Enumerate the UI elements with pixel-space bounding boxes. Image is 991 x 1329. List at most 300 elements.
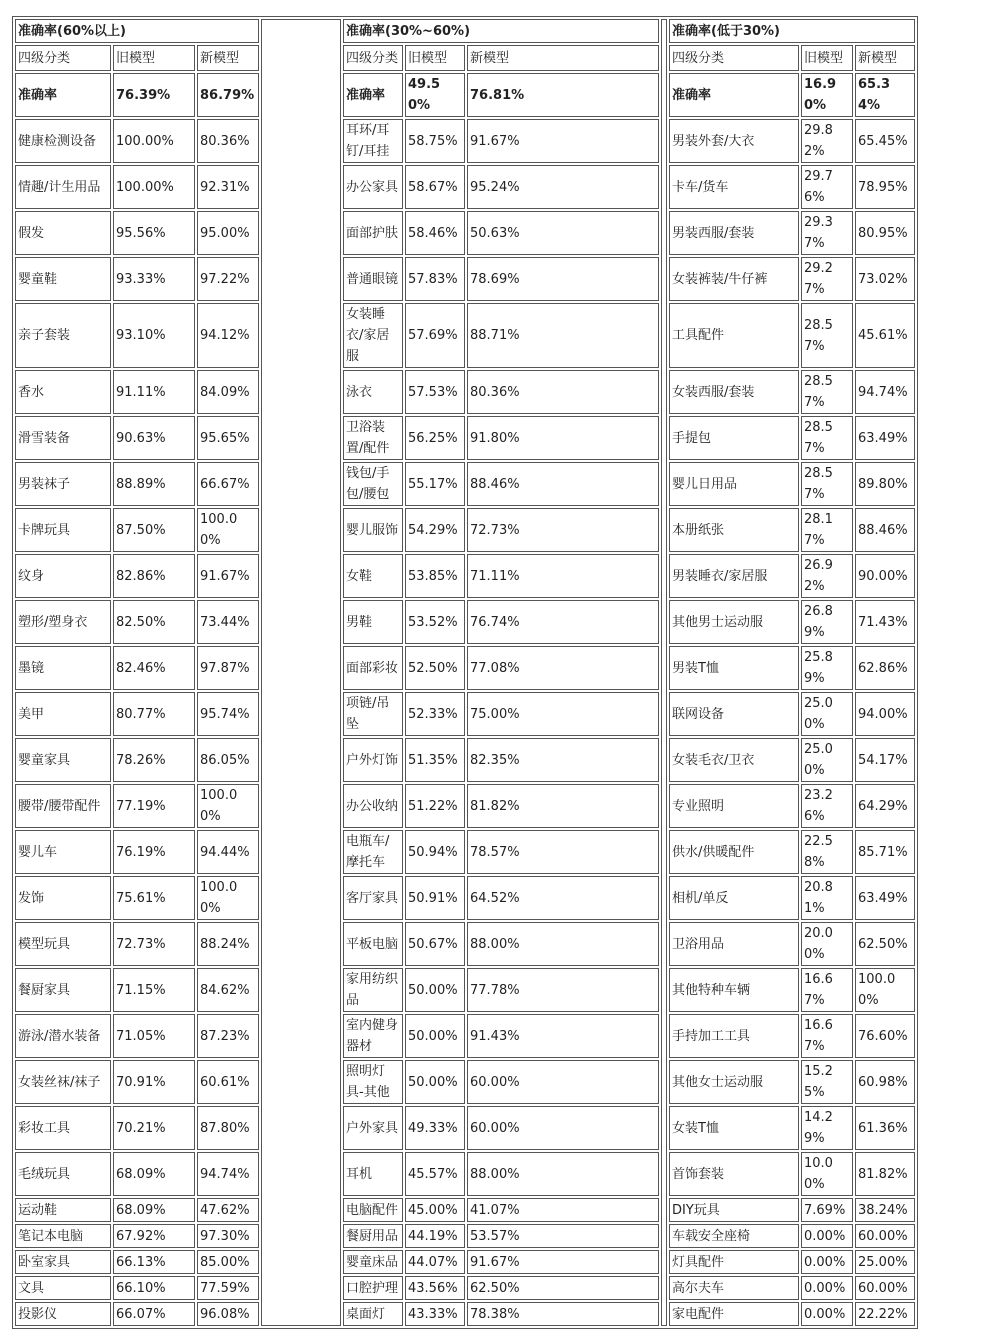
category-cell: 车载安全座椅 — [669, 1224, 799, 1248]
new-model-value: 47.62% — [197, 1198, 259, 1222]
column-header-old-model: 旧模型 — [405, 45, 465, 71]
category-cell: 卫浴装置/配件 — [343, 416, 403, 460]
category-cell: 户外灯饰 — [343, 738, 403, 782]
old-model-value: 25.00% — [801, 692, 853, 736]
category-cell: 室内健身器材 — [343, 1014, 403, 1058]
old-model-value: 50.00% — [405, 1060, 465, 1104]
new-model-value: 63.49% — [855, 876, 915, 920]
category-cell: 卡牌玩具 — [15, 508, 111, 552]
old-model-value: 55.17% — [405, 462, 465, 506]
new-model-value: 38.24% — [855, 1198, 915, 1222]
old-model-value: 28.57% — [801, 370, 853, 414]
table-row — [15, 165, 915, 209]
old-model-value: 95.56% — [113, 211, 195, 255]
old-model-value: 14.29% — [801, 1106, 853, 1150]
table-row — [15, 508, 915, 552]
accuracy-comparison-table — [12, 16, 918, 1329]
category-cell: 准确率 — [15, 73, 111, 117]
old-model-value: 28.57% — [801, 462, 853, 506]
new-model-value: 91.80% — [467, 416, 659, 460]
old-model-value: 58.75% — [405, 119, 465, 163]
old-model-value: 28.57% — [801, 416, 853, 460]
category-cell: 准确率 — [669, 73, 799, 117]
new-model-value: 41.07% — [467, 1198, 659, 1222]
new-model-value: 88.46% — [855, 508, 915, 552]
table-row — [15, 1250, 915, 1274]
category-cell: 专业照明 — [669, 784, 799, 828]
new-model-value: 60.00% — [855, 1276, 915, 1300]
category-cell: 手持加工工具 — [669, 1014, 799, 1058]
category-cell: 户外家具 — [343, 1106, 403, 1150]
new-model-value: 25.00% — [855, 1250, 915, 1274]
new-model-value: 88.00% — [467, 922, 659, 966]
old-model-value: 16.67% — [801, 968, 853, 1012]
category-cell: 照明灯具-其他 — [343, 1060, 403, 1104]
old-model-value: 82.86% — [113, 554, 195, 598]
category-cell: 彩妆工具 — [15, 1106, 111, 1150]
group-title-low: 准确率(低于30%) — [669, 19, 915, 43]
old-model-value: 20.00% — [801, 922, 853, 966]
old-model-value: 26.89% — [801, 600, 853, 644]
new-model-value: 82.35% — [467, 738, 659, 782]
category-cell: 耳环/耳钉/耳挂 — [343, 119, 403, 163]
old-model-value: 57.69% — [405, 303, 465, 368]
category-cell: 情趣/计生用品 — [15, 165, 111, 209]
category-cell: 婴儿日用品 — [669, 462, 799, 506]
new-model-value: 97.87% — [197, 646, 259, 690]
category-cell: 婴童鞋 — [15, 257, 111, 301]
old-model-value: 82.46% — [113, 646, 195, 690]
new-model-value: 81.82% — [467, 784, 659, 828]
new-model-value: 87.80% — [197, 1106, 259, 1150]
old-model-value: 90.63% — [113, 416, 195, 460]
old-model-value: 16.67% — [801, 1014, 853, 1058]
new-model-value: 100.00% — [855, 968, 915, 1012]
category-cell: 项链/吊坠 — [343, 692, 403, 736]
new-model-value: 53.57% — [467, 1224, 659, 1248]
old-model-value: 15.25% — [801, 1060, 853, 1104]
new-model-value: 71.43% — [855, 600, 915, 644]
spacer-column — [261, 19, 341, 1326]
column-header-new-model: 新模型 — [197, 45, 259, 71]
column-header-category: 四级分类 — [343, 45, 403, 71]
new-model-value: 100.00% — [197, 508, 259, 552]
old-model-value: 71.05% — [113, 1014, 195, 1058]
old-model-value: 50.00% — [405, 968, 465, 1012]
new-model-value: 77.08% — [467, 646, 659, 690]
new-model-value: 60.98% — [855, 1060, 915, 1104]
old-model-value: 45.00% — [405, 1198, 465, 1222]
old-model-value: 51.35% — [405, 738, 465, 782]
group-title-mid: 准确率(30%~60%) — [343, 19, 659, 43]
new-model-value: 75.00% — [467, 692, 659, 736]
new-model-value: 87.23% — [197, 1014, 259, 1058]
old-model-value: 7.69% — [801, 1198, 853, 1222]
new-model-value: 61.36% — [855, 1106, 915, 1150]
old-model-value: 29.76% — [801, 165, 853, 209]
old-model-value: 70.21% — [113, 1106, 195, 1150]
new-model-value: 88.46% — [467, 462, 659, 506]
old-model-value: 100.00% — [113, 119, 195, 163]
table-row — [15, 1198, 915, 1222]
category-cell: 健康检测设备 — [15, 119, 111, 163]
category-cell: 首饰套装 — [669, 1152, 799, 1196]
old-model-value: 52.33% — [405, 692, 465, 736]
old-model-value: 49.33% — [405, 1106, 465, 1150]
old-model-value: 50.91% — [405, 876, 465, 920]
category-cell: 家用纺织品 — [343, 968, 403, 1012]
category-cell: 毛绒玩具 — [15, 1152, 111, 1196]
table-row — [15, 968, 915, 1012]
new-model-value: 86.79% — [197, 73, 259, 117]
category-cell: 客厅家具 — [343, 876, 403, 920]
new-model-value: 45.61% — [855, 303, 915, 368]
table-row — [15, 922, 915, 966]
category-cell: 假发 — [15, 211, 111, 255]
new-model-value: 60.61% — [197, 1060, 259, 1104]
table-row — [15, 416, 915, 460]
category-cell: 电脑配件 — [343, 1198, 403, 1222]
category-cell: 桌面灯 — [343, 1302, 403, 1326]
category-cell: 塑形/塑身衣 — [15, 600, 111, 644]
category-cell: 本册纸张 — [669, 508, 799, 552]
new-model-value: 64.52% — [467, 876, 659, 920]
old-model-value: 66.13% — [113, 1250, 195, 1274]
new-model-value: 73.02% — [855, 257, 915, 301]
table-row — [15, 830, 915, 874]
new-model-value: 78.57% — [467, 830, 659, 874]
category-cell: 婴童床品 — [343, 1250, 403, 1274]
category-cell: 男装睡衣/家居服 — [669, 554, 799, 598]
category-cell: 女装睡衣/家居服 — [343, 303, 403, 368]
old-model-value: 10.00% — [801, 1152, 853, 1196]
category-cell: 准确率 — [343, 73, 403, 117]
column-header-new-model: 新模型 — [855, 45, 915, 71]
category-cell: 发饰 — [15, 876, 111, 920]
old-model-value: 58.67% — [405, 165, 465, 209]
table-row — [15, 1060, 915, 1104]
old-model-value: 43.56% — [405, 1276, 465, 1300]
old-model-value: 28.57% — [801, 303, 853, 368]
old-model-value: 78.26% — [113, 738, 195, 782]
category-cell: 女装T恤 — [669, 1106, 799, 1150]
category-cell: 男装外套/大衣 — [669, 119, 799, 163]
category-cell: 男装T恤 — [669, 646, 799, 690]
category-cell: 高尔夫车 — [669, 1276, 799, 1300]
table-row — [15, 1302, 915, 1326]
old-model-value: 100.00% — [113, 165, 195, 209]
category-cell: 卫浴用品 — [669, 922, 799, 966]
new-model-value: 62.86% — [855, 646, 915, 690]
category-cell: DIY玩具 — [669, 1198, 799, 1222]
old-model-value: 75.61% — [113, 876, 195, 920]
old-model-value: 54.29% — [405, 508, 465, 552]
old-model-value: 52.50% — [405, 646, 465, 690]
old-model-value: 51.22% — [405, 784, 465, 828]
new-model-value: 88.24% — [197, 922, 259, 966]
category-cell: 卧室家具 — [15, 1250, 111, 1274]
new-model-value: 80.36% — [197, 119, 259, 163]
new-model-value: 94.00% — [855, 692, 915, 736]
new-model-value: 94.44% — [197, 830, 259, 874]
new-model-value: 78.95% — [855, 165, 915, 209]
column-header-old-model: 旧模型 — [113, 45, 195, 71]
category-cell: 男装袜子 — [15, 462, 111, 506]
category-cell: 滑雪装备 — [15, 416, 111, 460]
table-row — [15, 303, 915, 368]
new-model-value: 94.74% — [197, 1152, 259, 1196]
table-row — [15, 370, 915, 414]
category-cell: 游泳/潜水装备 — [15, 1014, 111, 1058]
category-cell: 婴儿车 — [15, 830, 111, 874]
new-model-value: 72.73% — [467, 508, 659, 552]
category-cell: 女装西服/套装 — [669, 370, 799, 414]
old-model-value: 53.52% — [405, 600, 465, 644]
old-model-value: 29.27% — [801, 257, 853, 301]
new-model-value: 95.74% — [197, 692, 259, 736]
new-model-value: 65.45% — [855, 119, 915, 163]
group-title-row — [15, 19, 915, 43]
category-cell: 面部彩妆 — [343, 646, 403, 690]
new-model-value: 60.00% — [467, 1106, 659, 1150]
new-model-value: 89.80% — [855, 462, 915, 506]
column-header-old-model: 旧模型 — [801, 45, 853, 71]
new-model-value: 50.63% — [467, 211, 659, 255]
accuracy-table-container — [12, 16, 918, 1329]
category-cell: 泳衣 — [343, 370, 403, 414]
category-cell: 女装裤装/牛仔裤 — [669, 257, 799, 301]
new-model-value: 64.29% — [855, 784, 915, 828]
column-header-category: 四级分类 — [669, 45, 799, 71]
table-row — [15, 73, 915, 117]
category-cell: 香水 — [15, 370, 111, 414]
old-model-value: 57.83% — [405, 257, 465, 301]
category-cell: 文具 — [15, 1276, 111, 1300]
category-cell: 其他男士运动服 — [669, 600, 799, 644]
old-model-value: 57.53% — [405, 370, 465, 414]
category-cell: 钱包/手包/腰包 — [343, 462, 403, 506]
new-model-value: 77.78% — [467, 968, 659, 1012]
category-cell: 运动鞋 — [15, 1198, 111, 1222]
category-cell: 其他特种车辆 — [669, 968, 799, 1012]
category-cell: 耳机 — [343, 1152, 403, 1196]
category-cell: 供水/供暖配件 — [669, 830, 799, 874]
new-model-value: 78.69% — [467, 257, 659, 301]
old-model-value: 68.09% — [113, 1152, 195, 1196]
old-model-value: 23.26% — [801, 784, 853, 828]
old-model-value: 49.50% — [405, 73, 465, 117]
category-cell: 男鞋 — [343, 600, 403, 644]
category-cell: 办公收纳 — [343, 784, 403, 828]
old-model-value: 16.90% — [801, 73, 853, 117]
category-cell: 工具配件 — [669, 303, 799, 368]
old-model-value: 29.37% — [801, 211, 853, 255]
old-model-value: 22.58% — [801, 830, 853, 874]
new-model-value: 97.22% — [197, 257, 259, 301]
table-row — [15, 1152, 915, 1196]
new-model-value: 71.11% — [467, 554, 659, 598]
old-model-value: 58.46% — [405, 211, 465, 255]
column-header-row — [15, 45, 915, 71]
new-model-value: 84.09% — [197, 370, 259, 414]
new-model-value: 54.17% — [855, 738, 915, 782]
category-cell: 普通眼镜 — [343, 257, 403, 301]
new-model-value: 94.12% — [197, 303, 259, 368]
old-model-value: 0.00% — [801, 1250, 853, 1274]
old-model-value: 45.57% — [405, 1152, 465, 1196]
old-model-value: 50.67% — [405, 922, 465, 966]
old-model-value: 28.17% — [801, 508, 853, 552]
new-model-value: 60.00% — [467, 1060, 659, 1104]
old-model-value: 88.89% — [113, 462, 195, 506]
new-model-value: 95.65% — [197, 416, 259, 460]
category-cell: 灯具配件 — [669, 1250, 799, 1274]
old-model-value: 82.50% — [113, 600, 195, 644]
category-cell: 模型玩具 — [15, 922, 111, 966]
new-model-value: 78.38% — [467, 1302, 659, 1326]
category-cell: 美甲 — [15, 692, 111, 736]
category-cell: 联网设备 — [669, 692, 799, 736]
category-cell: 家电配件 — [669, 1302, 799, 1326]
category-cell: 投影仪 — [15, 1302, 111, 1326]
category-cell: 女装丝袜/袜子 — [15, 1060, 111, 1104]
old-model-value: 29.82% — [801, 119, 853, 163]
old-model-value: 67.92% — [113, 1224, 195, 1248]
new-model-value: 73.44% — [197, 600, 259, 644]
new-model-value: 80.95% — [855, 211, 915, 255]
old-model-value: 44.19% — [405, 1224, 465, 1248]
category-cell: 办公家具 — [343, 165, 403, 209]
category-cell: 相机/单反 — [669, 876, 799, 920]
old-model-value: 0.00% — [801, 1276, 853, 1300]
old-model-value: 43.33% — [405, 1302, 465, 1326]
new-model-value: 76.81% — [467, 73, 659, 117]
new-model-value: 91.67% — [197, 554, 259, 598]
old-model-value: 25.00% — [801, 738, 853, 782]
category-cell: 餐厨用品 — [343, 1224, 403, 1248]
new-model-value: 100.00% — [197, 784, 259, 828]
old-model-value: 80.77% — [113, 692, 195, 736]
new-model-value: 66.67% — [197, 462, 259, 506]
old-model-value: 66.07% — [113, 1302, 195, 1326]
old-model-value: 0.00% — [801, 1302, 853, 1326]
table-row — [15, 211, 915, 255]
old-model-value: 0.00% — [801, 1224, 853, 1248]
old-model-value: 72.73% — [113, 922, 195, 966]
new-model-value: 91.43% — [467, 1014, 659, 1058]
category-cell: 餐厨家具 — [15, 968, 111, 1012]
column-header-category: 四级分类 — [15, 45, 111, 71]
table-row — [15, 1276, 915, 1300]
table-row — [15, 738, 915, 782]
old-model-value: 93.10% — [113, 303, 195, 368]
new-model-value: 85.71% — [855, 830, 915, 874]
category-cell: 其他女士运动服 — [669, 1060, 799, 1104]
category-cell: 口腔护理 — [343, 1276, 403, 1300]
new-model-value: 60.00% — [855, 1224, 915, 1248]
old-model-value: 91.11% — [113, 370, 195, 414]
old-model-value: 70.91% — [113, 1060, 195, 1104]
new-model-value: 62.50% — [467, 1276, 659, 1300]
table-row — [15, 257, 915, 301]
category-cell: 亲子套装 — [15, 303, 111, 368]
old-model-value: 44.07% — [405, 1250, 465, 1274]
table-row — [15, 646, 915, 690]
table-row — [15, 876, 915, 920]
category-cell: 腰带/腰带配件 — [15, 784, 111, 828]
old-model-value: 66.10% — [113, 1276, 195, 1300]
new-model-value: 91.67% — [467, 119, 659, 163]
table-row — [15, 784, 915, 828]
category-cell: 婴童家具 — [15, 738, 111, 782]
spacer-column-thin — [661, 19, 667, 1326]
category-cell: 笔记本电脑 — [15, 1224, 111, 1248]
old-model-value: 76.19% — [113, 830, 195, 874]
new-model-value: 81.82% — [855, 1152, 915, 1196]
category-cell: 纹身 — [15, 554, 111, 598]
old-model-value: 50.00% — [405, 1014, 465, 1058]
new-model-value: 84.62% — [197, 968, 259, 1012]
category-cell: 墨镜 — [15, 646, 111, 690]
new-model-value: 76.74% — [467, 600, 659, 644]
new-model-value: 77.59% — [197, 1276, 259, 1300]
old-model-value: 26.92% — [801, 554, 853, 598]
category-cell: 女鞋 — [343, 554, 403, 598]
column-header-new-model: 新模型 — [467, 45, 659, 71]
table-row — [15, 1106, 915, 1150]
old-model-value: 50.94% — [405, 830, 465, 874]
new-model-value: 95.24% — [467, 165, 659, 209]
group-title-high: 准确率(60%以上) — [15, 19, 259, 43]
table-row — [15, 1014, 915, 1058]
table-row — [15, 119, 915, 163]
category-cell: 卡车/货车 — [669, 165, 799, 209]
new-model-value: 22.22% — [855, 1302, 915, 1326]
new-model-value: 92.31% — [197, 165, 259, 209]
old-model-value: 56.25% — [405, 416, 465, 460]
new-model-value: 86.05% — [197, 738, 259, 782]
new-model-value: 96.08% — [197, 1302, 259, 1326]
new-model-value: 63.49% — [855, 416, 915, 460]
old-model-value: 93.33% — [113, 257, 195, 301]
table-row — [15, 554, 915, 598]
new-model-value: 80.36% — [467, 370, 659, 414]
new-model-value: 90.00% — [855, 554, 915, 598]
new-model-value: 97.30% — [197, 1224, 259, 1248]
new-model-value: 88.00% — [467, 1152, 659, 1196]
new-model-value: 85.00% — [197, 1250, 259, 1274]
old-model-value: 20.81% — [801, 876, 853, 920]
table-row — [15, 692, 915, 736]
old-model-value: 53.85% — [405, 554, 465, 598]
new-model-value: 95.00% — [197, 211, 259, 255]
old-model-value: 76.39% — [113, 73, 195, 117]
old-model-value: 77.19% — [113, 784, 195, 828]
category-cell: 女装毛衣/卫衣 — [669, 738, 799, 782]
table-row — [15, 462, 915, 506]
new-model-value: 91.67% — [467, 1250, 659, 1274]
old-model-value: 87.50% — [113, 508, 195, 552]
old-model-value: 25.89% — [801, 646, 853, 690]
new-model-value: 65.34% — [855, 73, 915, 117]
category-cell: 婴儿服饰 — [343, 508, 403, 552]
new-model-value: 94.74% — [855, 370, 915, 414]
table-row — [15, 1224, 915, 1248]
table-body — [15, 19, 915, 1326]
category-cell: 电瓶车/摩托车 — [343, 830, 403, 874]
table-row — [15, 600, 915, 644]
category-cell: 男装西服/套装 — [669, 211, 799, 255]
